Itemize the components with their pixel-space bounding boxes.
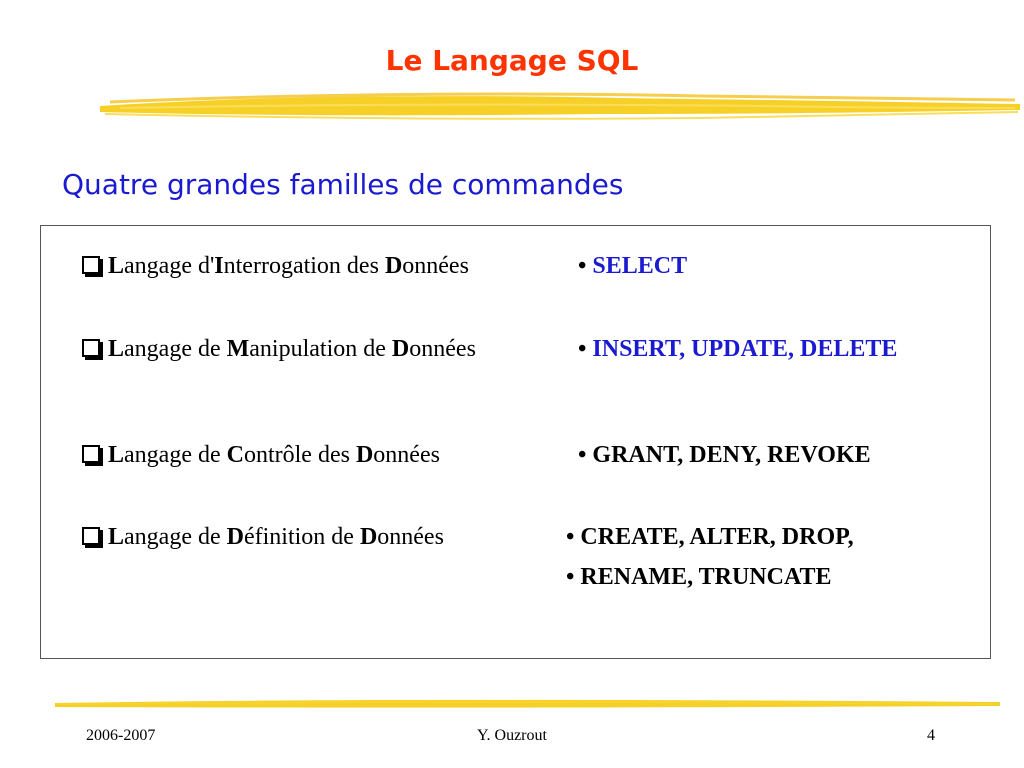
command-list: • SELECT [578, 253, 688, 279]
highlight-stroke-top [0, 88, 1024, 128]
command-list: • CREATE, ALTER, DROP, [566, 524, 854, 550]
checkbox-bullet-icon [82, 445, 100, 463]
footer-date: 2006-2007 [86, 727, 156, 744]
bullet-icon: • [566, 524, 575, 550]
command-list: • RENAME, TRUNCATE [566, 564, 832, 590]
bullet-icon: • [578, 253, 587, 279]
family-label: Langage d'Interrogation des Données [82, 253, 469, 280]
slide-subtitle: Quatre grandes familles de commandes [62, 168, 624, 201]
family-label: Langage de Contrôle des Données [82, 442, 440, 469]
footer-author: Y. Ouzrout [477, 727, 547, 744]
family-label: Langage de Définition de Données [82, 524, 444, 551]
bullet-icon: • [578, 336, 587, 362]
footer-page-number: 4 [927, 727, 935, 744]
checkbox-bullet-icon [82, 527, 100, 545]
slide-title: Le Langage SQL [385, 44, 639, 77]
checkbox-bullet-icon [82, 339, 100, 357]
command-list: • GRANT, DENY, REVOKE [578, 442, 871, 468]
family-label: Langage de Manipulation de Données [82, 336, 476, 363]
bullet-icon: • [566, 564, 575, 590]
bullet-icon: • [578, 442, 587, 468]
highlight-stroke-bottom [0, 695, 1024, 715]
checkbox-bullet-icon [82, 256, 100, 274]
command-list: • INSERT, UPDATE, DELETE [578, 336, 898, 362]
